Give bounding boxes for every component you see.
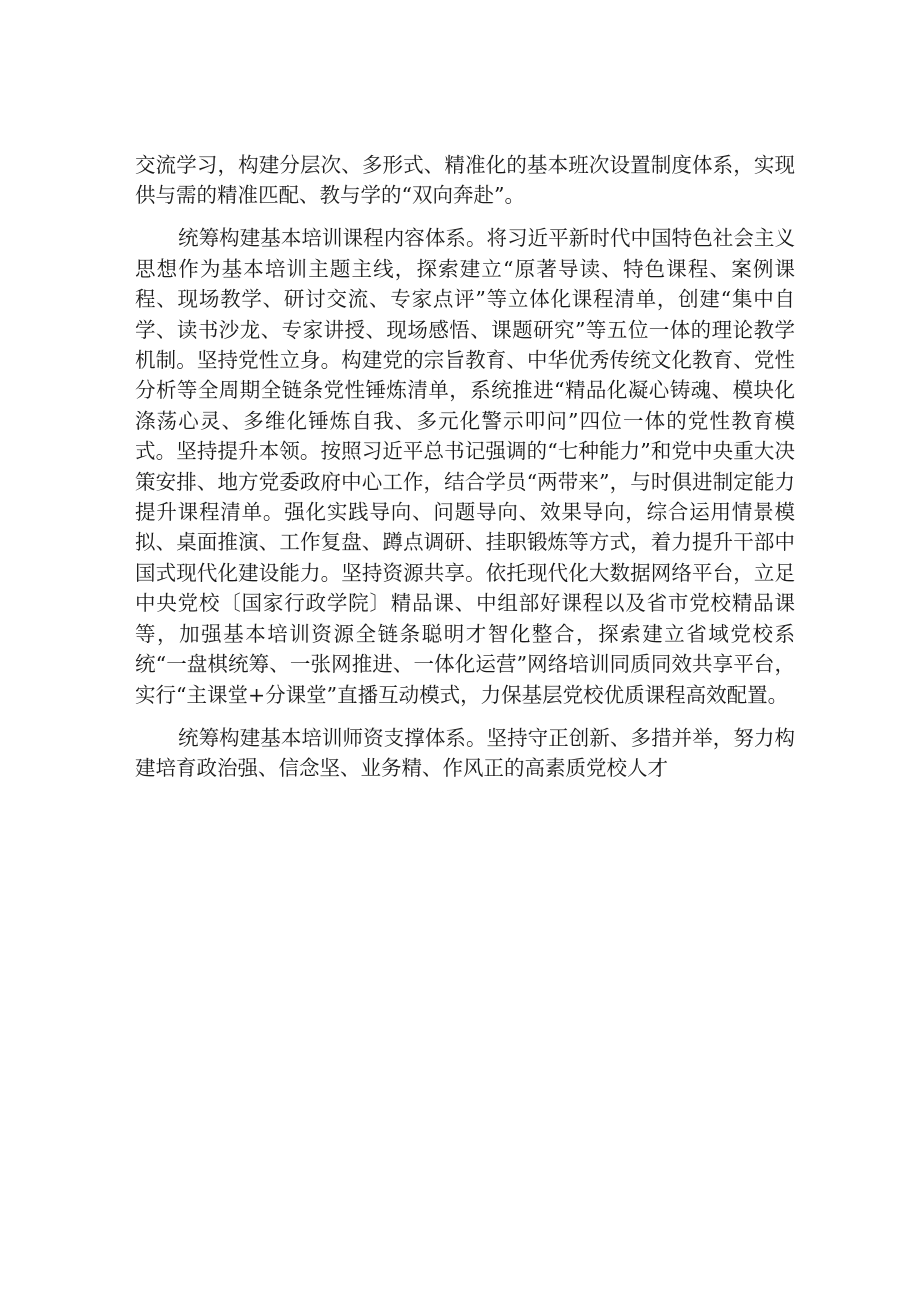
- document-body: [135, 150, 795, 796]
- paragraph-faculty-support-system: 统筹构建基本培训师资支撑体系。坚持守正创新、多措并举，努力构建培育政治强、信念坚、业务精、作风正的高素质党校人才: [135, 725, 795, 780]
- paragraph-intro-continuation: 交流学习，构建分层次、多形式、精准化的基本班次设置制度体系，实现供与需的精准匹配、教与学的“双向奔赴”。: [135, 153, 795, 208]
- paragraph-course-content-system: 统筹构建基本培训课程内容体系。将习近平新时代中国特色社会主义思想作为基本培训主题主线，探索建立“原著导读、特色课程、案例课程、现场教学、研讨交流、专家点评”等立体化课程清单，创建“集中自学、读书沙龙、专家讲授、现场感悟、课题研究”等五位一体的理论教学机制。坚持党性立身。构建党的宗旨教育、中华优秀传统文化教育、党性分析等全周期全链条党性锤炼清单，系统推进“精品化凝心铸魂、模块化涤荡心灵、多维化锤炼自我、多元化警示叩问”四位一体的党性教育模式。坚持提升本领。按照习近平总书记强调的“七种能力”和党中央重大决策安排、地方党委政府中心工作，结合学员“两带来”，与时俱进制定能力提升课程清单。强化实践导向、问题导向、效果导向，综合运用情景模拟、桌面推演、工作复盘、蹲点调研、挂职锻炼等方式，着力提升干部中国式现代化建设能力。坚持资源共享。依托现代化大数据网络平台，立足中央党校〔国家行政学院〕精品课、中组部好课程以及省市党校精品课等，加强基本培训资源全链条聪明才智化整合，探索建立省域党校系统“一盘棋统筹、一张网推进、一体化运营”网络培训同质同效共享平台，实行“主课堂+分课堂”直播互动模式，力保基层党校优质课程高效配置。: [135, 226, 795, 707]
